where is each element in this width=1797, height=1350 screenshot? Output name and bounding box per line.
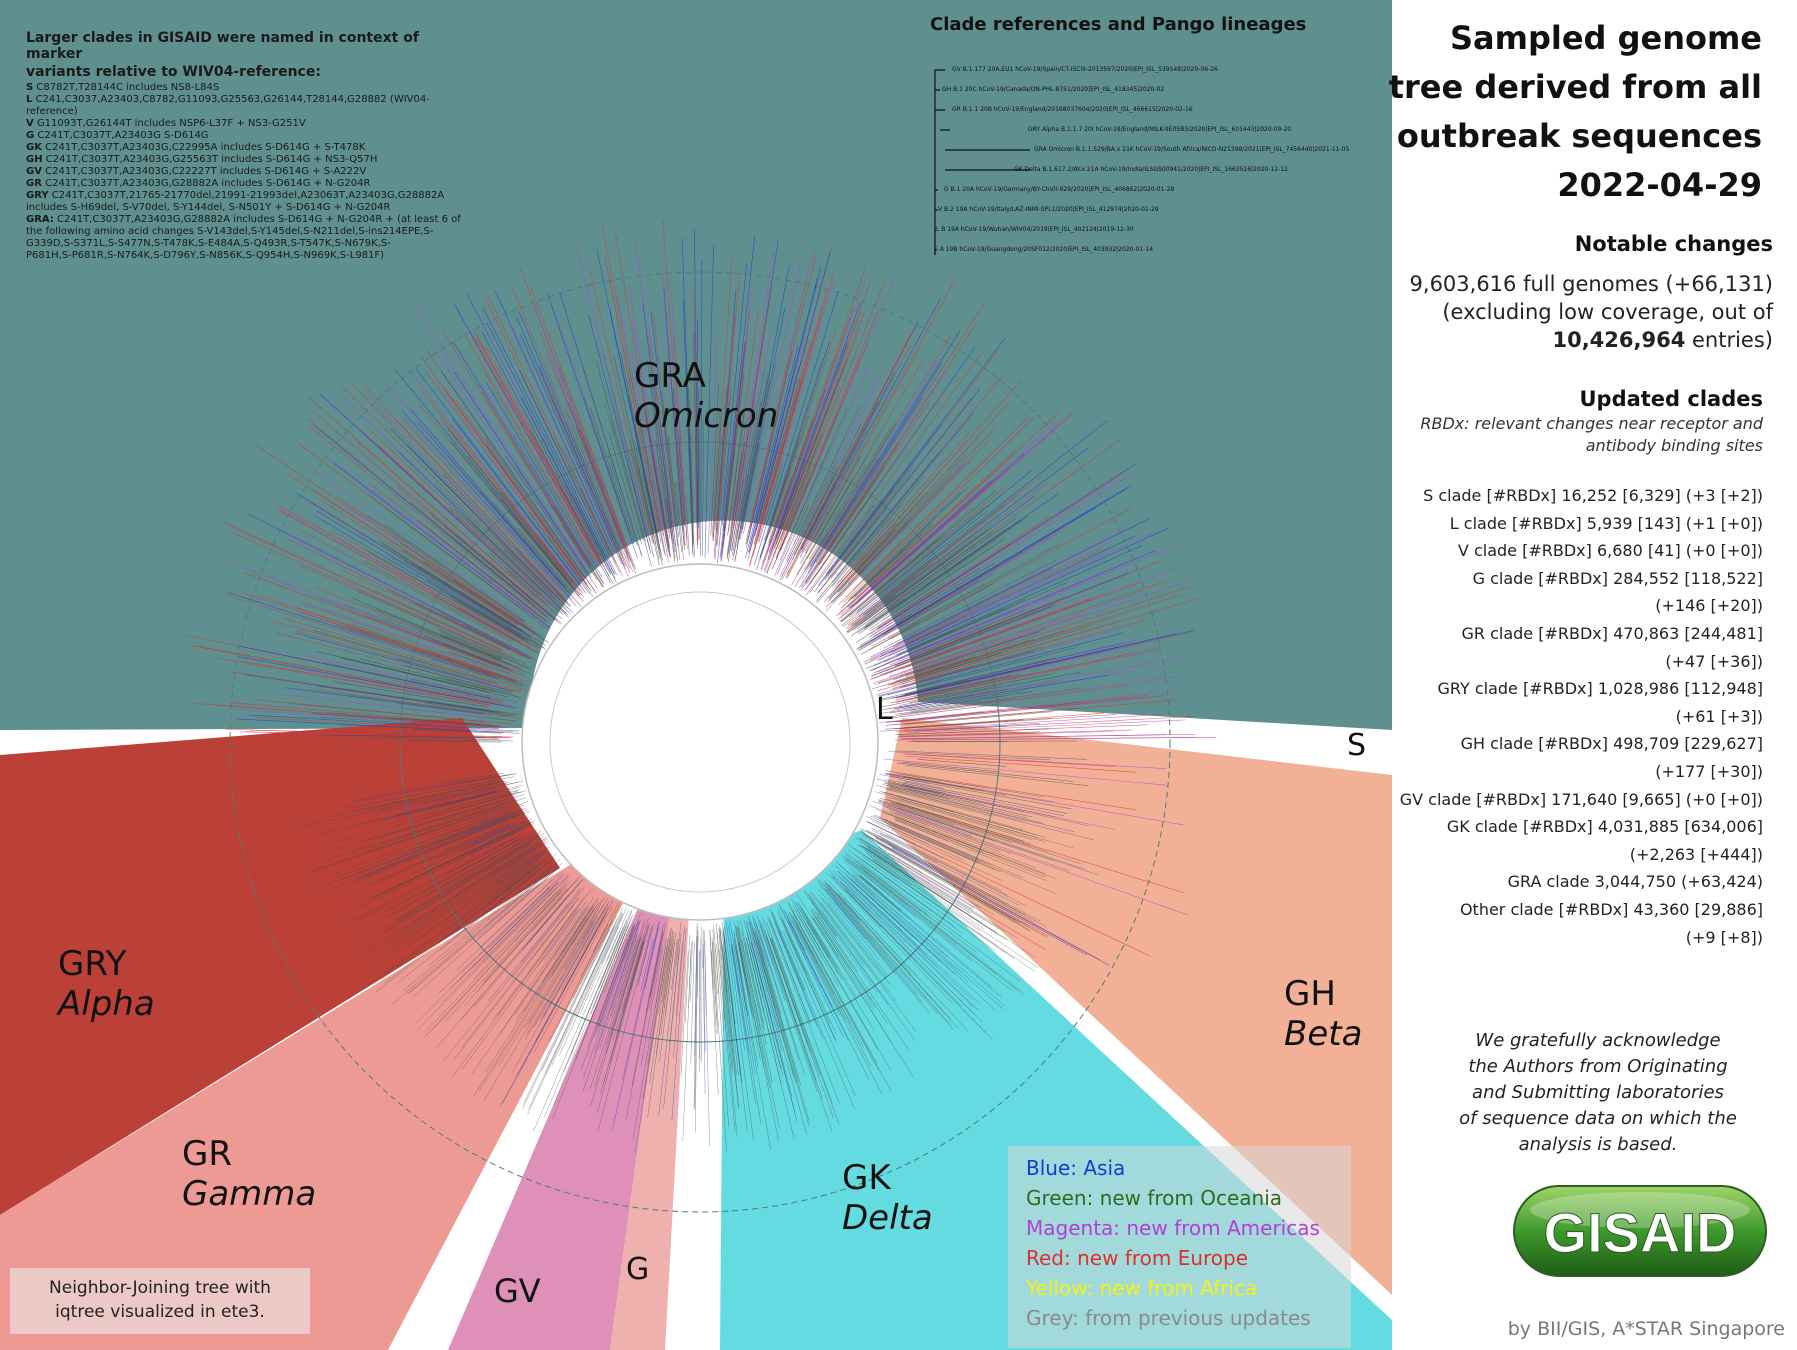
- marker-variant-clade: GK: [26, 142, 42, 153]
- clade-count-row: (+177 [+30]): [1655, 762, 1763, 781]
- acknowledgement-line-4: of sequence data on which the: [1459, 1108, 1737, 1129]
- marker-variant-line: [26, 226, 466, 238]
- clade-count-row: GR clade [#RBDx] 470,863 [244,481]: [1461, 624, 1763, 643]
- legend-item: Grey: from previous updates: [1026, 1306, 1311, 1330]
- clade-count-row: L clade [#RBDx] 5,939 [143] (+1 [+0]): [1449, 513, 1763, 533]
- marker-variant-clade: S: [26, 82, 34, 93]
- rbdx-note-line-2: antibody binding sites: [1585, 436, 1763, 455]
- marker-variant-text: C241T,C3037T,A23403G S-D614G: [37, 130, 209, 141]
- clade-label-gra-variant: Omicron: [634, 396, 779, 436]
- clade-label-gk: [842, 1158, 933, 1238]
- clade-count-row: GV clade [#RBDx] 171,640 [9,665] (+0 [+0]): [1399, 789, 1763, 809]
- marker-variant-line: [26, 166, 466, 178]
- clade-label-gv: GV: [494, 1272, 541, 1310]
- clade-count-row: V clade [#RBDx] 6,680 [41] (+0 [+0]): [1457, 541, 1763, 561]
- clade-reference-line: V B.2 19A hCoV-19/Italy/LAZ-INMI-SPL1/2020|EPI_ISL_412974|2020-01-29: [938, 206, 1159, 213]
- clade-reference-line: S A 19B hCoV-19/Guangdong/20SF012/2020|EPI_ISL_403932|2020-01-14: [934, 246, 1154, 253]
- clade-reference-line: GRA Omicron B.1.1.529/BA.x 21K hCoV-19/South Africa/NICD-N21398/2021|EPI_ISL_7456440|2021-11-05: [1034, 146, 1350, 153]
- genome-count-line-2: (excluding low coverage, out of: [1442, 300, 1773, 324]
- marker-variant-clade: G: [26, 130, 35, 141]
- marker-variant-line: [26, 250, 466, 262]
- page-title-line-3: outbreak sequences: [1396, 117, 1762, 155]
- tree-method-note-line-2: iqtree visualized in ete3.: [55, 1302, 265, 1322]
- marker-variant-line: [26, 202, 466, 214]
- clade-label-s: S: [1347, 728, 1367, 763]
- marker-variant-text: C241T,C3037T,A23403G,G25563T includes S-D614G + NS3-Q57H: [45, 154, 378, 165]
- info-panel: [1388, 0, 1797, 1350]
- marker-variant-text: C241,C3037,A23403,C8782,G11093,G25563,G26144,T28144,G28882 (WIV04-: [35, 94, 430, 105]
- marker-variant-line: [26, 214, 466, 226]
- marker-variant-clade: GRA:: [26, 214, 54, 225]
- clade-label-g: G: [626, 1252, 650, 1287]
- rbdx-note-line-1: RBDx: relevant changes near receptor and: [1420, 414, 1763, 433]
- footer-credit: by BII/GIS, A*STAR Singapore: [1507, 1318, 1785, 1340]
- gisaid-logo: [1510, 1180, 1770, 1290]
- clade-label-gra-name: GRA: [634, 356, 706, 396]
- acknowledgement: [1433, 1028, 1763, 1158]
- marker-variant-text: C241T,C3037T,A23403G,G28882A includes S-D614G + N-G204R: [45, 178, 371, 189]
- marker-variant-line: [26, 106, 466, 118]
- marker-variant-line: [26, 130, 466, 142]
- marker-variant-text: C241T,C3037T,21765-21770del,21991-21993del,A23063T,A23403G,G28882A: [51, 190, 445, 201]
- marker-variant-text: G339D,S-S371L,S-S477N,S-T478K,S-E484A,S-Q493R,S-T547K,S-N679K,S-: [26, 238, 391, 249]
- marker-variant-line: [26, 142, 466, 154]
- genome-count-line-3: [1393, 326, 1773, 354]
- clade-label-gr-variant: Gamma: [182, 1174, 317, 1214]
- gisaid-logo-text: GISAID: [1543, 1201, 1737, 1264]
- acknowledgement-line-5: analysis is based.: [1518, 1134, 1678, 1155]
- marker-variant-line: [26, 178, 466, 190]
- marker-variant-line: [26, 190, 466, 202]
- clade-label-gry-variant: Alpha: [58, 984, 155, 1024]
- legend-item: Magenta: new from Americas: [1026, 1216, 1320, 1240]
- clade-reference-line: GH B.1 20C hCoV-19/Canada/ON-PHL-8751/2020|EPI_ISL_418345|2020-02: [942, 86, 1165, 93]
- tree-root-ring: [522, 564, 878, 920]
- marker-variant-clade: V: [26, 118, 34, 129]
- genome-count: [1393, 270, 1773, 354]
- marker-variant-text: C241T,C3037T,A23403G,C22995A includes S-D614G + S-T478K: [45, 142, 366, 153]
- entries-suffix: entries): [1685, 328, 1773, 352]
- color-legend: [1008, 1146, 1351, 1348]
- legend-item: Green: new from Oceania: [1026, 1186, 1283, 1210]
- clade-label-gh-name: GH: [1284, 974, 1336, 1014]
- clade-count-row: GRY clade [#RBDx] 1,028,986 [112,948]: [1437, 679, 1763, 699]
- clade-label-gr: [182, 1134, 316, 1214]
- page-title: [1382, 14, 1762, 210]
- marker-variant-text: includes S-H69del, S-V70del, S-Y144del, S-N501Y + S-D614G + N-G204R: [26, 202, 391, 213]
- marker-variants-list: [26, 82, 466, 262]
- tree-method-note: [10, 1268, 310, 1334]
- clade-reference-line: L B 19A hCoV-19/Wuhan/WIV04/2019|EPI_ISL_402124|2019-12-30: [936, 226, 1134, 233]
- clade-count-row: (+61 [+3]): [1675, 706, 1763, 726]
- legend-item: Red: new from Europe: [1026, 1246, 1249, 1270]
- acknowledgement-line-1: We gratefully acknowledge: [1475, 1030, 1721, 1051]
- clade-count-row: (+47 [+36]): [1665, 651, 1763, 671]
- clade-reference-line: GV B.1.177 20A.EU1 hCoV-19/Spain/CT-ISCIII-2013597/2020|EPI_ISL_539548|2020-06-26: [952, 66, 1218, 73]
- clade-count-row: GRA clade 3,044,750 (+63,424): [1507, 872, 1763, 892]
- acknowledgement-line-3: and Submitting laboratories: [1472, 1082, 1724, 1103]
- clade-label-gh-variant: Beta: [1284, 1014, 1363, 1054]
- marker-variant-text: C8782T,T28144C includes NS8-L84S: [36, 82, 220, 93]
- clade-reference-line: GRY Alpha B.1.1.7 20I hCoV-19/England/MILK-9E05B3/2020|EPI_ISL_601443|2020-09-20: [1028, 126, 1292, 133]
- clade-references-title: Clade references and Pango lineages: [930, 14, 1307, 35]
- marker-variant-clade: GH: [26, 154, 43, 165]
- marker-variants-block: [26, 30, 466, 262]
- clade-count-row: S clade [#RBDx] 16,252 [6,329] (+3 [+2]): [1423, 486, 1763, 505]
- marker-variant-text: C241T,C3037T,A23403G,C22227T includes S-D614G + S-A222V: [45, 166, 367, 177]
- clade-count-row: (+2,263 [+444]): [1629, 844, 1763, 864]
- clade-reference-line: GR B.1.1 20B hCoV-19/England/20168037604/2020|EPI_ISL_466615|2020-02-16: [952, 106, 1193, 113]
- marker-variant-line: [26, 82, 466, 94]
- clade-reference-line: G B.1 20A hCoV-19/Germany/BY-ChVir-929/2020|EPI_ISL_406862|2020-01-28: [944, 186, 1175, 193]
- marker-variants-title-1: Larger clades in GISAID were named in context of marker: [26, 30, 419, 62]
- rbdx-note: [1383, 413, 1763, 457]
- clade-count-row: GH clade [#RBDx] 498,709 [229,627]: [1460, 734, 1763, 754]
- clade-label-gk-name: GK: [842, 1158, 891, 1198]
- marker-variant-text: reference): [26, 106, 78, 117]
- marker-variant-clade: L: [26, 94, 33, 105]
- marker-variant-line: [26, 154, 466, 166]
- marker-variant-text: P681H,S-P681R,S-N764K,S-D796Y,S-N856K,S-Q954H,S-N969K,S-L981F): [26, 250, 385, 261]
- clade-reference-line: GK Delta B.1.617.2/AY.x 21A hCoV-19/India/ILSGS00941/2020|EPI_ISL_1663516|2020-12-12: [1014, 166, 1288, 173]
- page-title-line-4: 2022-04-29: [1557, 166, 1762, 204]
- clade-count-row: (+9 [+8]): [1685, 927, 1763, 947]
- marker-variant-line: [26, 238, 466, 250]
- marker-variant-text: C241T,C3037T,A23403G,G28882A includes S-D614G + N-G204R + (at least 6 of: [57, 214, 461, 225]
- clade-label-gk-variant: Delta: [842, 1198, 933, 1238]
- marker-variant-text: the following amino acid changes S-V143del,S-Y145del,S-N211del,S-ins214EPE,S-: [26, 226, 434, 237]
- marker-variant-text: G11093T,G26144T includes NSP6-L37F + NS3-G251V: [36, 118, 306, 129]
- page-title-line-1: Sampled genome: [1449, 19, 1762, 57]
- page-title-line-2: tree derived from all: [1388, 68, 1762, 106]
- legend-item: Blue: Asia: [1026, 1156, 1126, 1180]
- acknowledgement-line-2: the Authors from Originating: [1468, 1056, 1728, 1077]
- clade-label-l: L: [876, 692, 893, 727]
- clade-label-gr-name: GR: [182, 1134, 232, 1174]
- clade-label-gry: [58, 944, 155, 1024]
- clade-label-gry-name: GRY: [58, 944, 127, 984]
- clade-label-gra: [634, 356, 778, 436]
- clade-references-block: [930, 14, 1390, 253]
- clade-count-row: Other clade [#RBDx] 43,360 [29,886]: [1459, 900, 1763, 919]
- entries-total: 10,426,964: [1552, 328, 1686, 352]
- legend-item: Yellow: new from Africa: [1026, 1276, 1258, 1300]
- genome-count-line-1: 9,603,616 full genomes (+66,131): [1409, 272, 1773, 296]
- clade-count-row: G clade [#RBDx] 284,552 [118,522]: [1472, 568, 1763, 588]
- updated-clades-heading: Updated clades: [1579, 387, 1763, 411]
- marker-variant-line: [26, 118, 466, 130]
- marker-variant-clade: GV: [26, 166, 42, 177]
- marker-variant-line: [26, 94, 466, 106]
- tree-method-note-line-1: Neighbor-Joining tree with: [49, 1278, 271, 1298]
- marker-variant-clade: GR: [26, 178, 42, 189]
- clade-label-gh: [1284, 974, 1362, 1054]
- clade-count-row: GK clade [#RBDx] 4,031,885 [634,006]: [1446, 817, 1763, 837]
- marker-variants-title-2: variants relative to WIV04-reference:: [26, 64, 321, 80]
- marker-variant-clade: GRY: [26, 190, 49, 201]
- notable-changes-heading: Notable changes: [1574, 232, 1773, 256]
- clade-count-row: (+146 [+20]): [1655, 596, 1763, 616]
